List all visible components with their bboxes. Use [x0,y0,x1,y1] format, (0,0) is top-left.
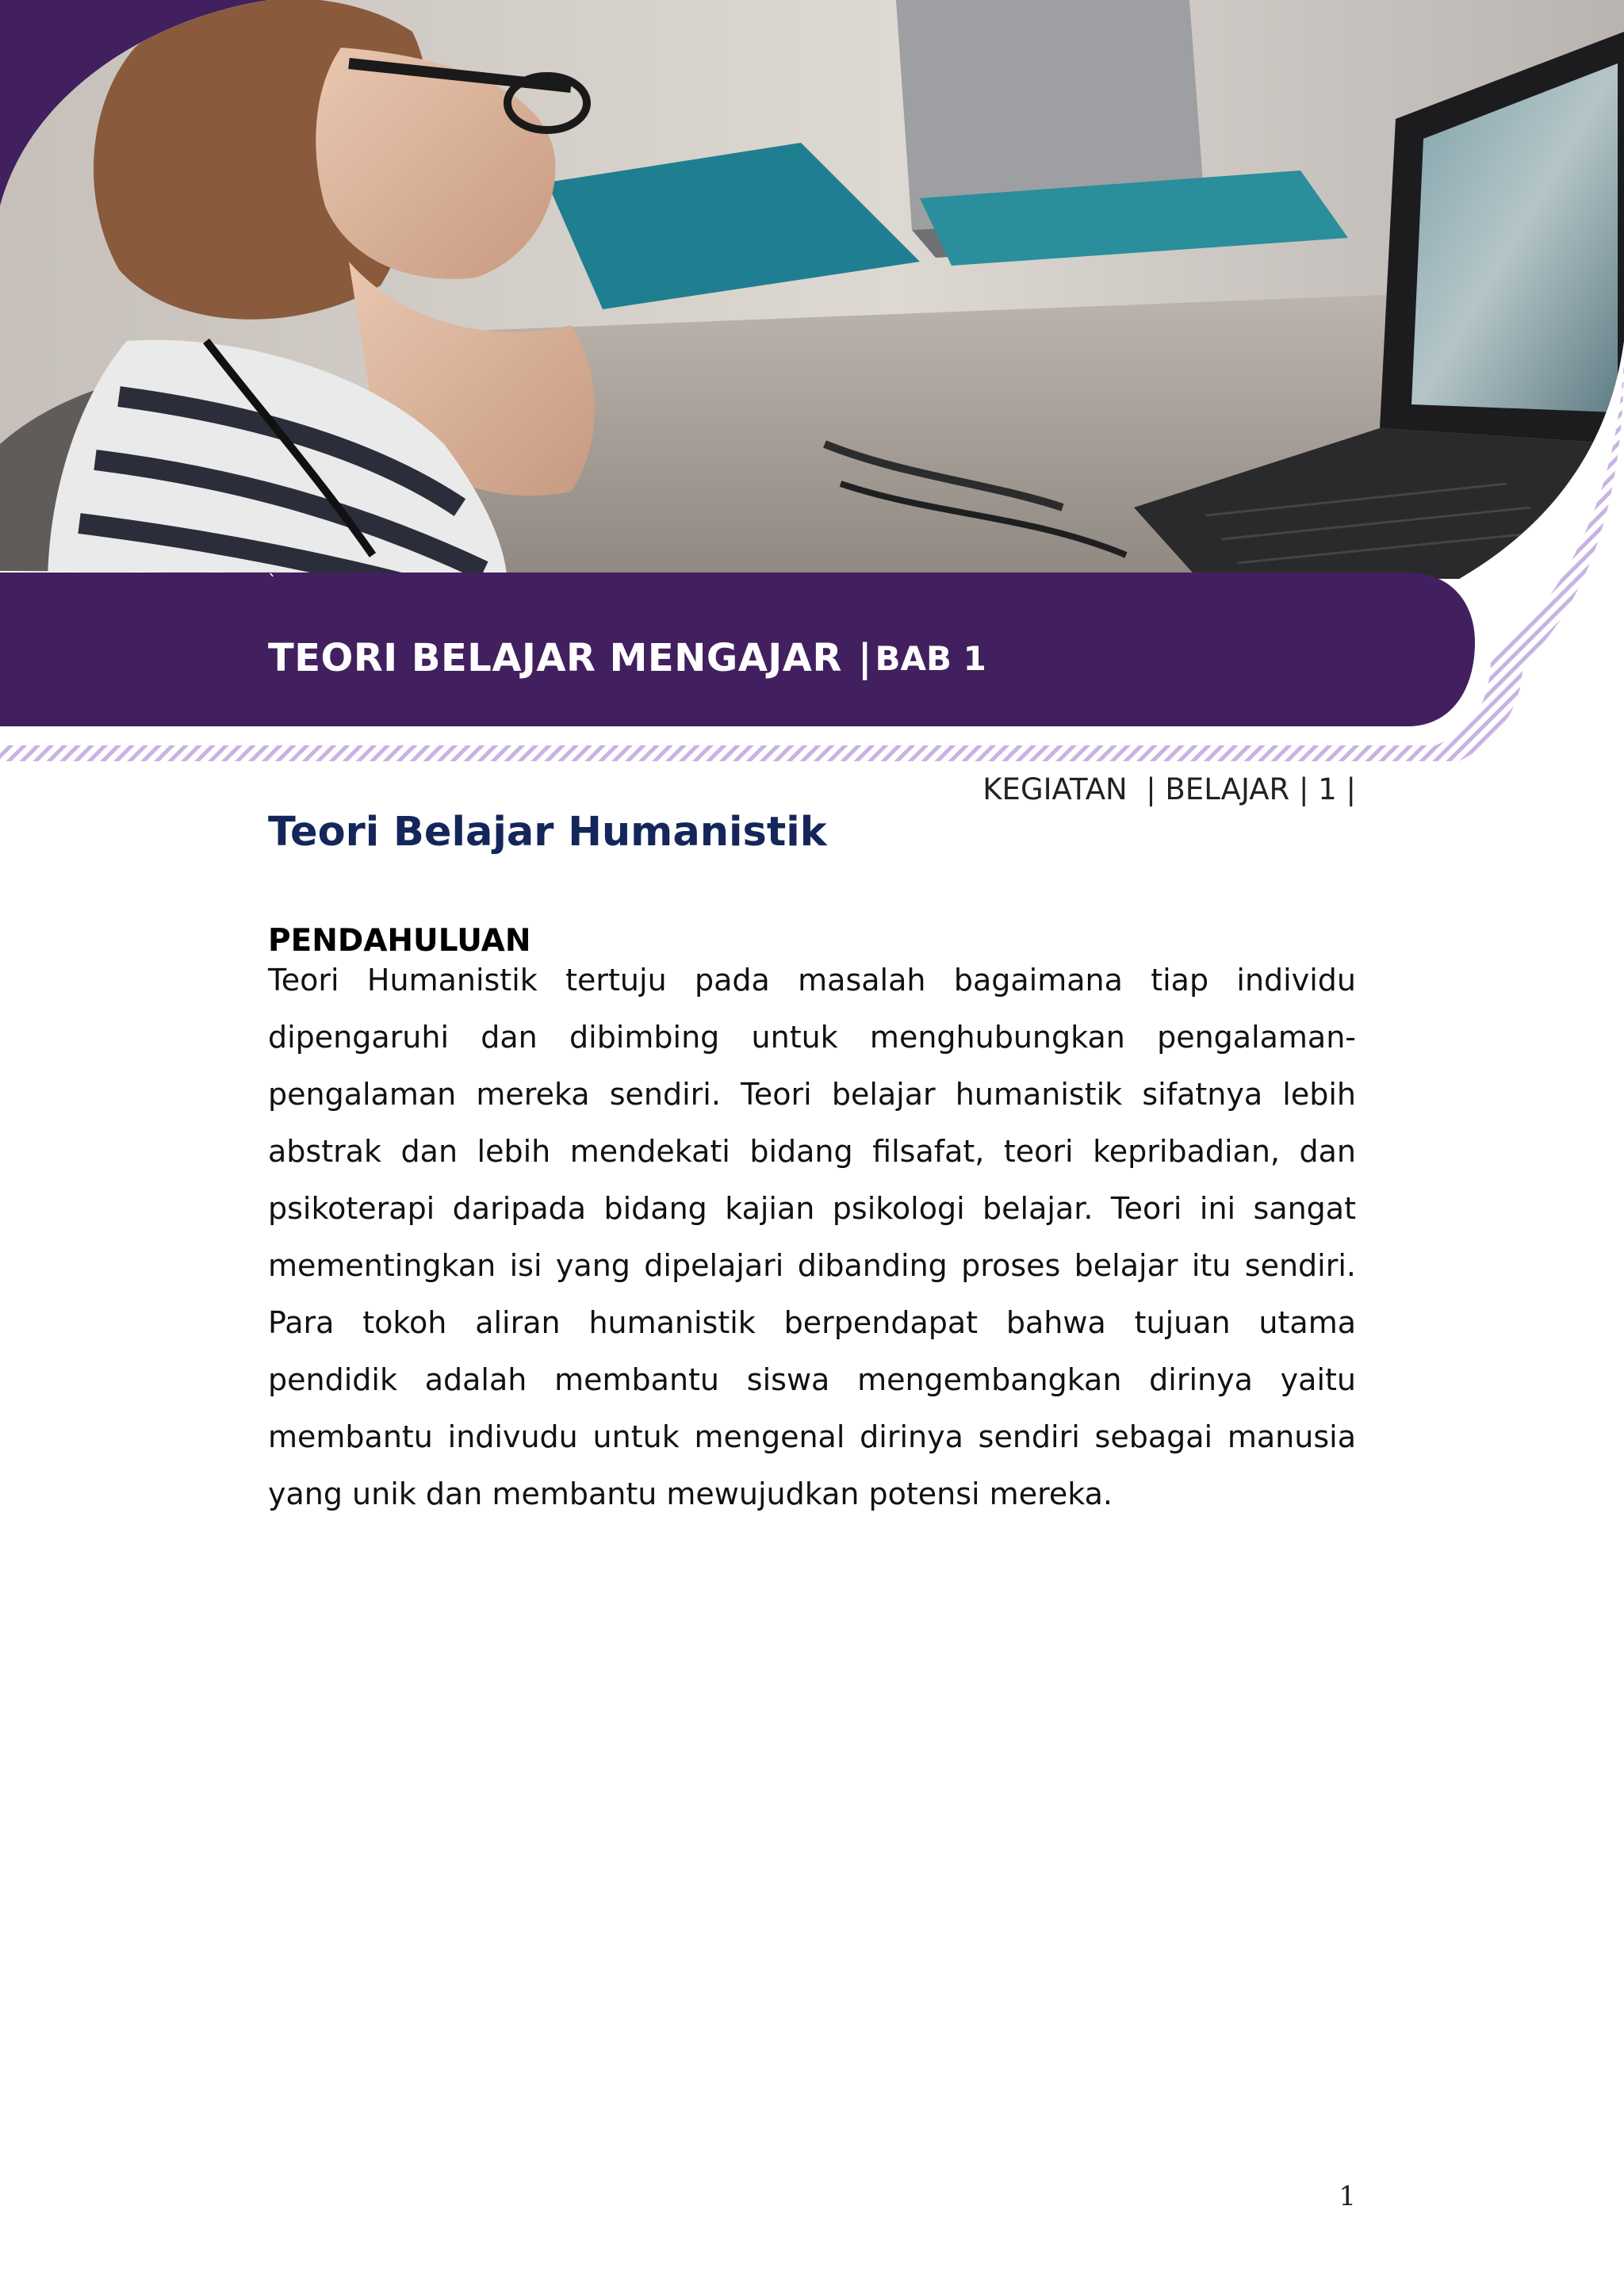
activity-label: KEGIATAN | BELAJAR | 1 | [982,772,1356,806]
page-number: 1 [1339,2181,1356,2212]
header-photo [0,0,1624,603]
document-header-title [268,634,986,682]
banner-tick-mark: ` [268,573,277,592]
section-subheading: PENDAHULUAN [268,923,531,959]
body-paragraph: Teori Humanistik tertuju pada masalah bagaimana tiap individu dipengaruhi dan dibimbing untuk menghubungkan pengalaman-pengalaman mereka sendiri. Teori belajar humanistik sifatnya lebih abstrak dan lebih mendekati bidang filsafat, teori kepribadian, dan psikoterapi daripada bidang kajian psikologi belajar. Teori ini sangat mementingkan isi yang dipelajari dibanding proses belajar itu sendiri. Para tokoh aliran humanistik berpendapat bahwa tujuan utama pendidik adalah membantu siswa mengembangkan dirinya yaitu membantu indivudu untuk mengenal dirinya sendiri sebagai manusia yang unik dan membantu mewujudkan potensi mereka. [268,963,1356,1511]
section-title: Teori Belajar Humanistik [268,809,827,856]
book-title: TEORI BELAJAR MENGAJAR [268,636,842,680]
chapter-label: BAB 1 [875,638,986,678]
title-separator: | [857,636,872,680]
